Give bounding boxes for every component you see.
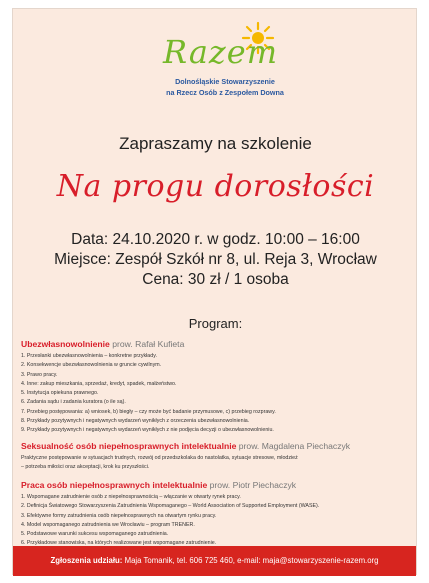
section-title: Ubezwłasnowolnienie: [21, 339, 110, 349]
footer-contact[interactable]: Maja Tomanik, tel. 606 725 460, e-mail: maja@stowarzyszenie-razem.org: [124, 556, 379, 565]
invitation-text: Zapraszamy na szkolenie: [119, 134, 312, 153]
flyer: [12, 8, 417, 575]
list-item: 6. Zadania sądu i zadania kuratora (o ile są).: [21, 399, 126, 406]
list-item: 4. Model wspomaganego zatrudnienia we Wrocławiu – program TRENER.: [21, 521, 195, 528]
list-item: 4. Inne: zakup mieszkania, sprzedaż, kredyt, spadek, małżeństwo.: [21, 380, 177, 387]
logo-subtitle-line2: na Rzecz Osób z Zespołem Downa: [166, 88, 284, 97]
section-title: Praca osób niepełnosprawnych intelektualnie: [21, 480, 208, 490]
section-speaker: prow. Magdalena Piechaczyk: [238, 441, 351, 451]
program-section-employment: [21, 480, 411, 549]
section-header: [21, 441, 411, 452]
footer-label: Zgłoszenia udziału:: [50, 556, 123, 565]
program-section-sexuality: [21, 441, 411, 473]
list-item: 9. Przykłady pozytywnych i negatywnych wydarzeń wynikłych z nie podjęcia decyzji o ubezwłasnowolnieniu.: [21, 427, 274, 434]
list-item: 3. Prawo pracy.: [21, 371, 58, 378]
logo-wordmark: Razem: [163, 33, 279, 71]
section-header: [21, 339, 411, 350]
list-item: 7. Przebieg postępowania: a) wniosek, b) biegły – czy może być badanie przymusowe, c) przebieg rozprawy.: [21, 408, 276, 415]
list-item: 1. Wspomagane zatrudnienie osób z niepełnosprawnością – włączanie w otwarty rynek pracy.: [21, 494, 241, 500]
logo-subtitle-line1: Dolnośląskie Stowarzyszenie: [175, 77, 275, 86]
program-heading: Program:: [188, 316, 243, 331]
event-date: Data: 24.10.2020 r. w godz. 10:00 – 16:00: [71, 231, 360, 248]
list-item: 1. Przesłanki ubezwłasnowolnienia – konkretne przykłady.: [21, 353, 157, 359]
registration-footer: [13, 546, 416, 576]
section-title: Seksualność osób niepełnosprawnych intelektualnie: [21, 441, 237, 451]
event-price: Cena: 30 zł / 1 osoba: [142, 271, 289, 288]
list-item: 5. Podstawowe warunki sukcesu wspomaganego zatrudnienia.: [21, 531, 169, 538]
list-item: 5. Instytucja opiekuna prawnego.: [21, 390, 99, 397]
section-item-list: [21, 493, 411, 549]
list-item: – potrzeba miłości oraz akceptacji, krok ku przyszłości.: [21, 464, 150, 471]
event-place: Miejsce: Zespół Szkół nr 8, ul. Reja 3, Wrocław: [54, 251, 377, 268]
program-section-guardianship: [21, 339, 411, 436]
section-speaker: prow. Rafał Kufieta: [112, 339, 185, 349]
section-item-list: [21, 352, 411, 436]
section-speaker: prow. Piotr Piechaczyk: [209, 480, 297, 490]
list-item: Praktyczne postępowanie w sytuacjach trudnych, rozwój od przedszkolaka do nastolatka, sytuacje stresowe, młodzież: [21, 455, 298, 461]
list-item: 6. Przykładowe stanowiska, na których realizowane jest wspomagane zatrudnienie.: [21, 540, 217, 547]
logo: [145, 19, 305, 111]
list-item: 2. Definicja Światowego Stowarzyszenia Zatrudnienia Wspomaganego – World Association of Supported Employment (WASE).: [21, 503, 320, 510]
event-title: Na progu dorosłości: [56, 169, 375, 204]
list-item: 3. Efektywne formy zatrudnienia osób niepełnosprawnych na otwartym rynku pracy.: [21, 512, 217, 519]
list-item: 2. Konsekwencje ubezwłasnowolnienia w gruncie cywilnym.: [21, 362, 162, 369]
section-header: [21, 480, 411, 491]
section-item-list: [21, 454, 411, 473]
list-item: 8. Przykłady pozytywnych i negatywnych wydarzeń wynikłych z orzeczenia ubezwłasnowolnienia.: [21, 418, 250, 425]
